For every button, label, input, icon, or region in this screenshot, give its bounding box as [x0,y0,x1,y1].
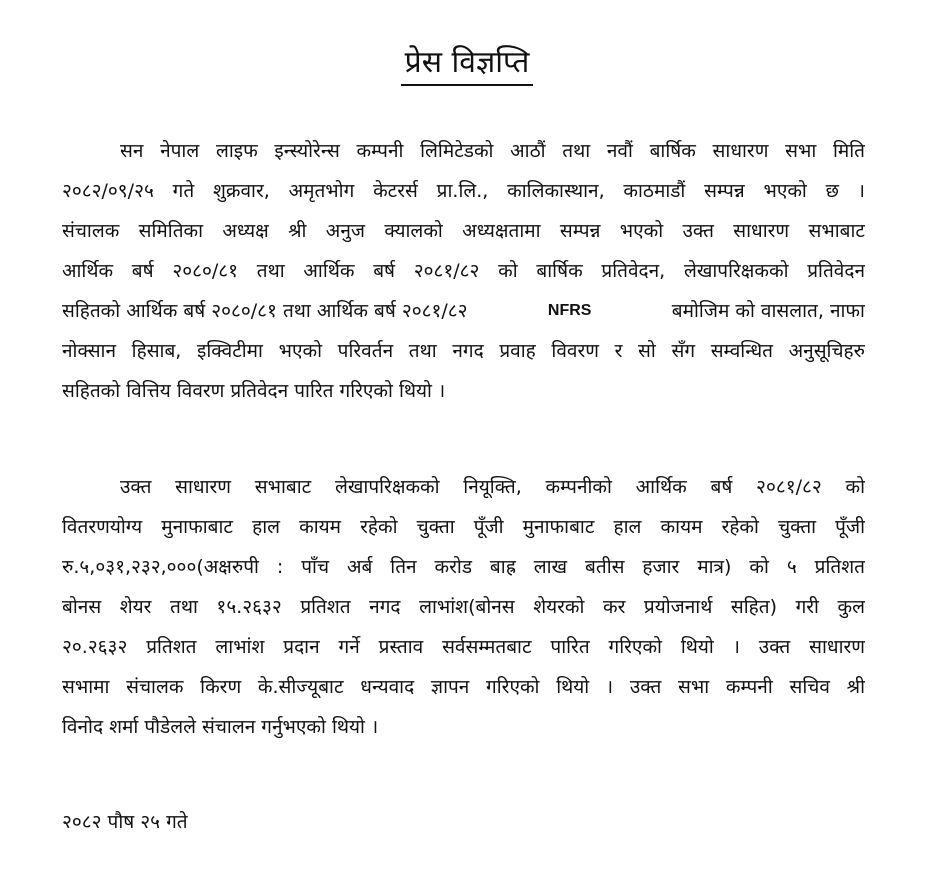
text-line: २०८२/०९/२५ गते शुक्रवार, अमृतभोग केटरर्स प्रा.लि., कालिकास्थान, काठमाडौं सम्पन्न भएको छ । [62,180,865,202]
text-line: नोक्सान हिसाब, इक्विटीमा भएको परिवर्तन तथा नगद प्रवाह विवरण र सो सँग सम्वन्धित अनुसूचिहरु [62,340,865,362]
text-line: उक्त साधारण सभाबाट लेखापरिक्षकको नियूक्ति, कम्पनीको आर्थिक बर्ष २०८१/८२ को [120,476,865,498]
paragraph-agm-summary [62,131,865,411]
paragraph-dividend-resolution [62,467,865,747]
nfrs-term: NFRS [547,302,592,319]
release-date: २०८२ पौष २५ गते [62,811,188,833]
text-line: बोनस शेयर तथा १५.२६३२ प्रतिशत नगद लाभांश(बोनस शेयरको कर प्रयोजनार्थ सहित) गरी कुल [62,596,865,618]
text-segment: बमोजिम को वासलात, नाफा [671,300,865,322]
document-title [0,40,934,81]
text-segment: सहितको आर्थिक बर्ष २०८०/८१ तथा आर्थिक बर्ष २०८१/८२ [62,300,468,322]
text-line [62,291,865,331]
title-text: प्रेस विज्ञप्ति [401,45,534,86]
text-line: सन नेपाल लाइफ इन्स्योरेन्स कम्पनी लिमिटेडको आठौं तथा नवौं बार्षिक साधारण सभा मिति [120,140,865,162]
text-line: सभामा संचालक किरण के.सीज्यूबाट धन्यवाद ज्ञापन गरिएको थियो । उक्त सभा कम्पनी सचिव श्री [62,676,865,698]
text-line: आर्थिक बर्ष २०८०/८१ तथा आर्थिक बर्ष २०८१/८२ को बार्षिक प्रतिवेदन, लेखापरिक्षकको प्रतिवेदन [62,260,865,282]
text-line: संचालक समितिका अध्यक्ष श्री अनुज क्यालको अध्यक्षतामा सम्पन्न भएको उक्त साधारण सभाबाट [62,220,865,242]
text-line: विनोद शर्मा पौडेलले संचालन गर्नुभएको थियो । [62,716,379,738]
text-line: रु.५,०३१,२३२,०००(अक्षरुपी : पाँच अर्ब तिन करोड बाह्र लाख बतीस हजार मात्र) को ५ प्रतिशत [62,556,865,578]
text-line: सहितको वित्तिय विवरण प्रतिवेदन पारित गरिएको थियो । [62,380,446,402]
text-line: वितरणयोग्य मुनाफाबाट हाल कायम रहेको चुक्ता पूँजी मुनाफाबाट हाल कायम रहेको चुक्ता पूँजी [62,516,865,538]
text-line: २०.२६३२ प्रतिशत लाभांश प्रदान गर्ने प्रस्ताव सर्वसम्मतबाट पारित गरिएको थियो । उक्त साधारण [62,636,865,658]
